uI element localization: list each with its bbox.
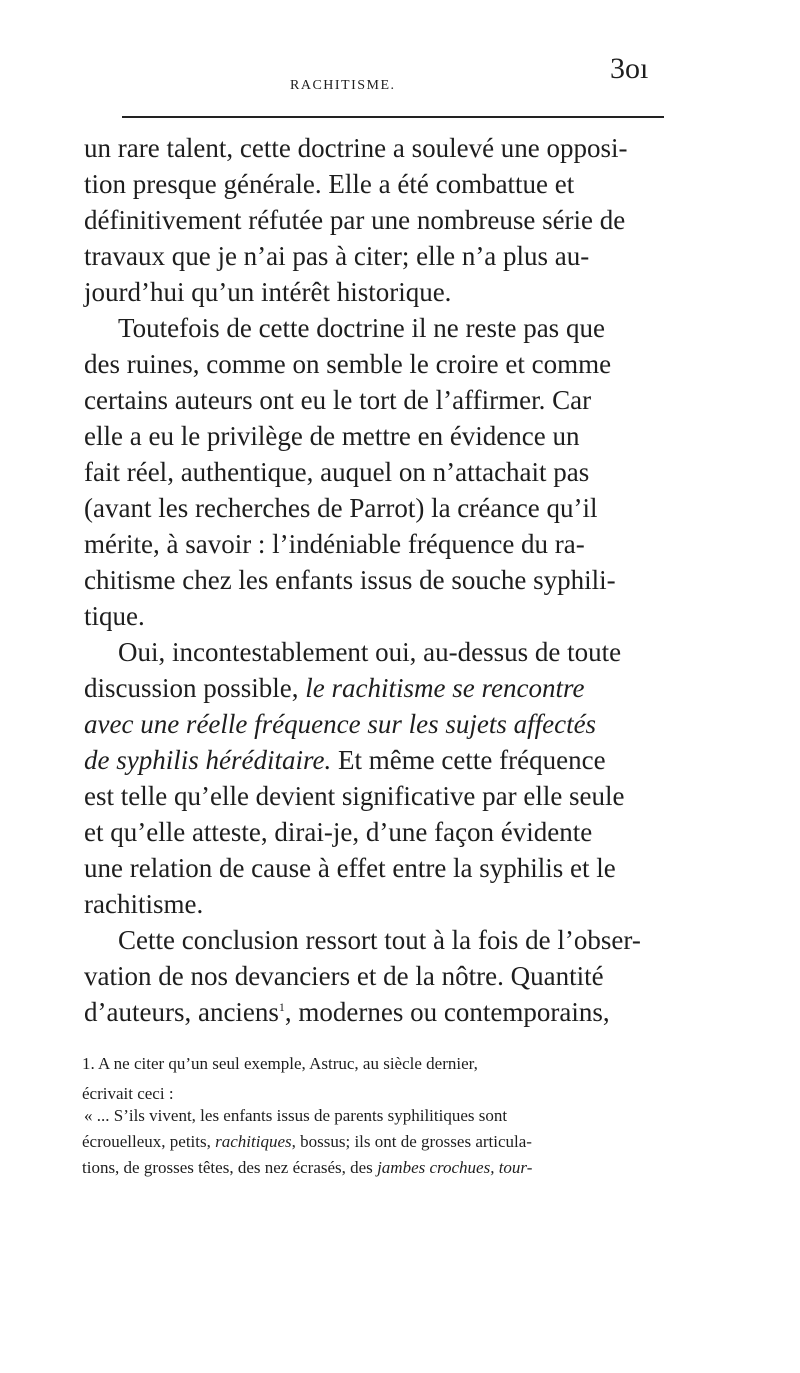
- text-line: elle a eu le privilège de mettre en évidence un: [84, 421, 580, 451]
- text-line: jourd’hui qu’un intérêt historique.: [84, 277, 452, 307]
- text-line: rachitisme.: [84, 889, 204, 919]
- italic-text-run: de syphilis héréditaire.: [84, 745, 332, 775]
- italic-text-run: avec une réelle fréquence sur les sujets affectés: [84, 709, 597, 739]
- text-run: discussion possible,: [84, 673, 306, 703]
- page-number: 3oı: [610, 52, 649, 85]
- text-line: chitisme chez les enfants issus de souche syphili-: [84, 565, 616, 595]
- text-line: tique.: [84, 601, 145, 631]
- text-line: vation de nos devanciers et de la nôtre. Quantité: [84, 961, 604, 991]
- text-run: , modernes ou contemporains,: [284, 997, 610, 1027]
- text-line: [84, 706, 596, 742]
- text-line: Toutefois de cette doctrine il ne reste pas que: [118, 313, 605, 343]
- text-line: [84, 742, 606, 778]
- text-line: est telle qu’elle devient significative par elle seule: [84, 781, 625, 811]
- text-line: certains auteurs ont eu le tort de l’affirmer. Car: [84, 385, 592, 415]
- text-run: Et même cette fréquence: [331, 745, 606, 775]
- header-rule: [122, 116, 664, 118]
- text-line: (avant les recherches de Parrot) la créance qu’il: [84, 493, 598, 523]
- text-line: une relation de cause à effet entre la syphilis et le: [84, 853, 616, 883]
- running-title: RACHITISME.: [290, 78, 396, 93]
- text-line: définitivement réfutée par une nombreuse série de: [84, 205, 626, 235]
- text-line: et qu’elle atteste, dirai-je, d’une façon évidente: [84, 817, 593, 847]
- text-line: Oui, incontestablement oui, au-dessus de toute: [118, 637, 622, 667]
- text-line: [84, 994, 610, 1030]
- footnote-line: [82, 1130, 532, 1154]
- footnote-line: 1. A ne citer qu’un seul exemple, Astruc, au siècle dernier,: [82, 1054, 478, 1073]
- text-line: Cette conclusion ressort tout à la fois de l’obser-: [118, 925, 641, 955]
- footnote-line: « ... S’ils vivent, les enfants issus de parents syphilitiques sont: [84, 1106, 508, 1125]
- text-line: tion presque générale. Elle a été combattue et: [84, 169, 575, 199]
- text-line: [84, 670, 584, 706]
- text-line: travaux que je n’ai pas à citer; elle n’a plus au-: [84, 241, 590, 271]
- text-run: écrouelleux, petits,: [82, 1132, 216, 1151]
- footnote-line: écrivait ceci :: [82, 1084, 174, 1103]
- italic-text-run: le rachitisme se rencontre: [305, 673, 585, 703]
- text-line: des ruines, comme on semble le croire et comme: [84, 349, 612, 379]
- text-line: mérite, à savoir : l’indéniable fréquence du ra-: [84, 529, 585, 559]
- text-line: un rare talent, cette doctrine a soulevé une opposi-: [84, 133, 628, 163]
- text-run: d’auteurs, anciens: [84, 997, 279, 1027]
- footnote-marker: 1: [278, 1000, 285, 1014]
- text-run: , bossus; ils ont de grosses articula-: [291, 1132, 532, 1151]
- italic-text-run: rachitiques: [215, 1132, 292, 1151]
- italic-text-run: jambes crochues, tour-: [377, 1158, 533, 1177]
- footnote-line: [82, 1156, 532, 1180]
- text-line: fait réel, authentique, auquel on n’attachait pas: [84, 457, 590, 487]
- text-run: tions, de grosses têtes, des nez écrasés, des: [82, 1158, 378, 1177]
- page-header: [120, 52, 680, 92]
